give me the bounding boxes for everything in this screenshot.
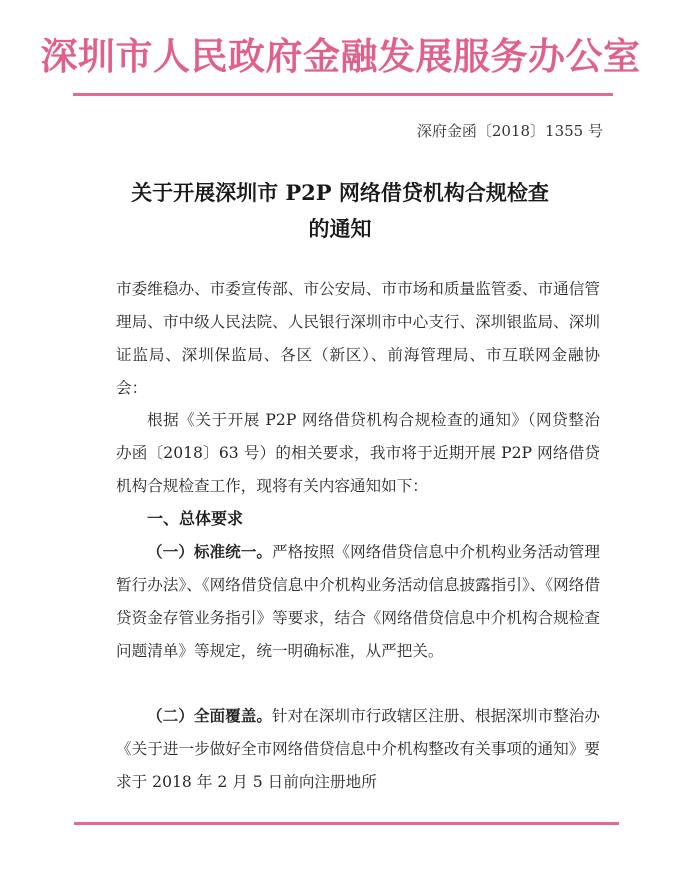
item-2-lead: （二）全面覆盖。	[147, 706, 272, 725]
item-2-paragraph	[116, 699, 600, 799]
item-1-text: 严格按照《网络借贷信息中介机构业务活动管理暂行办法》、《网络借贷信息中介机构业务活动信息披露指引》、《网络借贷资金存管业务指引》等要求，结合《网络借贷信息中介机构合规检查问题清单》等规定，统一明确标准，从严把关。	[116, 543, 600, 660]
footer-red-rule	[74, 822, 619, 825]
document-title	[100, 175, 580, 247]
title-line-1: 关于开展深圳市 P2P 网络借贷机构合规检查	[131, 180, 549, 205]
item-1-paragraph	[116, 535, 600, 668]
letterhead-title: 深圳市人民政府金融发展服务办公室	[40, 34, 641, 78]
title-line-2: 的通知	[308, 216, 372, 241]
letterhead-red-rule	[73, 93, 613, 96]
section-heading-general-requirements: 一、总体要求	[147, 509, 244, 528]
recipients-paragraph: 市委维稳办、市委宣传部、市公安局、市市场和质量监管委、市通信管理局、市中级人民法院、人民银行深圳市中心支行、深圳银监局、深圳证监局、深圳保监局、各区（新区）、前海管理局、市互联网金融协会：	[116, 280, 600, 397]
basis-paragraph: 根据《关于开展 P2P 网络借贷机构合规检查的通知》（网贷整治办函〔2018〕63 号）的相关要求，我市将于近期开展 P2P 网络借贷机构合规检查工作，现将有关内容通知如下：	[116, 411, 600, 495]
item-2-text: 针对在深圳市行政辖区注册、根据深圳市整治办《关于进一步做好全市网络借贷信息中介机构整改有关事项的通知》要求于 2018 年 2 月 5 日前向注册地所	[116, 707, 600, 791]
document-number: 深府金函〔2018〕1355 号	[416, 122, 603, 140]
item-1-lead: （一）标准统一。	[147, 542, 272, 561]
